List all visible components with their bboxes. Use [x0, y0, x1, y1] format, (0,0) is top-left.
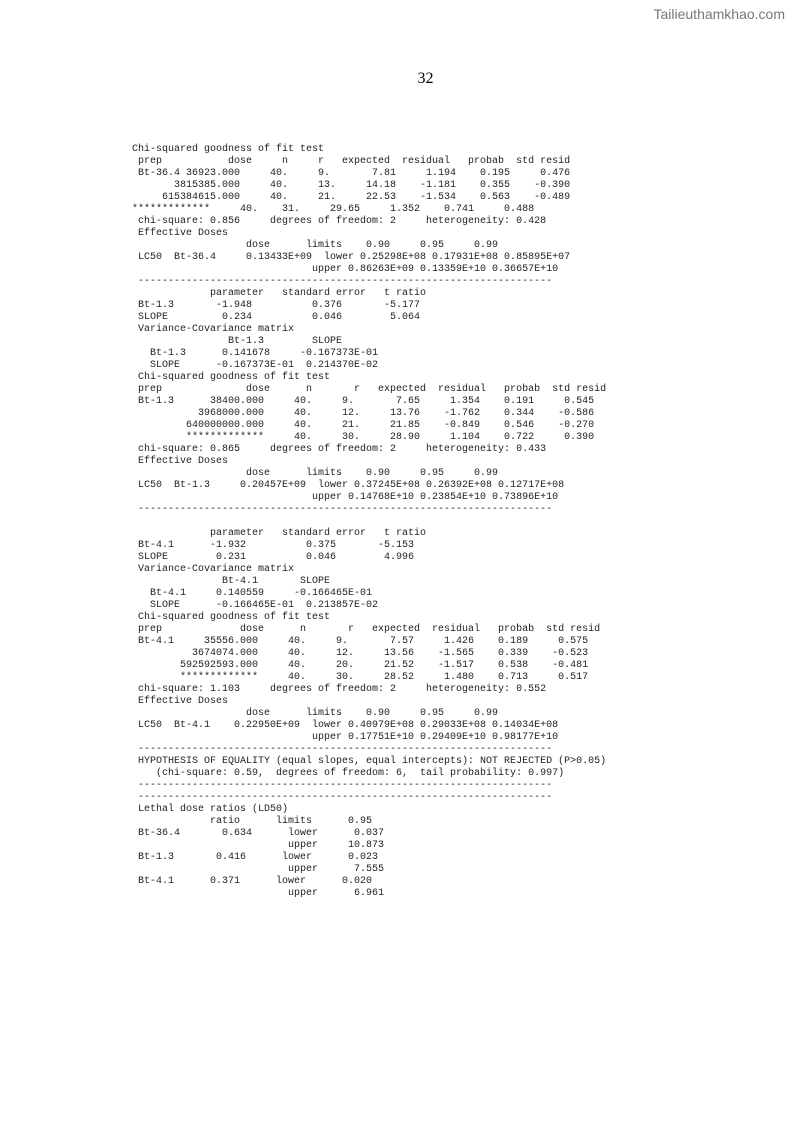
output-line: LC50 Bt-1.3 0.20457E+09 lower 0.37245E+08 0.26392E+08 0.12717E+08 [132, 480, 565, 491]
probit-output [132, 144, 652, 900]
output-line: Chi-squared goodness of fit test [132, 612, 331, 623]
output-line: 3815385.000 40. 13. 14.18 -1.181 0.355 -0.390 [132, 180, 571, 191]
output-line: dose limits 0.90 0.95 0.99 [132, 468, 499, 479]
output-line: LC50 Bt-4.1 0.22950E+09 lower 0.40979E+08 0.29033E+08 0.14034E+08 [132, 720, 559, 731]
output-line: Effective Doses [132, 696, 229, 707]
output-line: parameter standard error t ratio [132, 288, 427, 299]
output-line: ************* 40. 30. 28.90 1.104 0.722 0.390 [132, 432, 595, 443]
output-line: Bt-4.1 0.371 lower 0.020 [132, 876, 373, 887]
output-line: Variance-Covariance matrix [132, 564, 295, 575]
output-line: chi-square: 0.865 degrees of freedom: 2 heterogeneity: 0.433 [132, 444, 547, 455]
output-line: LC50 Bt-36.4 0.13433E+09 lower 0.25298E+08 0.17931E+08 0.85895E+07 [132, 252, 571, 263]
output-line: 3968000.000 40. 12. 13.76 -1.762 0.344 -0.586 [132, 408, 595, 419]
output-line: ratio limits 0.95 [132, 816, 373, 827]
output-line: --------------------------------------------------------------------- [132, 504, 553, 515]
output-line: Bt-1.3 -1.948 0.376 -5.177 [132, 300, 421, 311]
output-line: Bt-4.1 0.140559 -0.166465E-01 [132, 588, 373, 599]
output-line: prep dose n r expected residual probab std resid [132, 156, 571, 167]
watermark: Tailieuthamkhao.com [653, 6, 785, 22]
output-line [132, 516, 652, 528]
output-line: 592592593.000 40. 20. 21.52 -1.517 0.538 -0.481 [132, 660, 589, 671]
output-line: chi-square: 1.103 degrees of freedom: 2 heterogeneity: 0.552 [132, 684, 547, 695]
output-line: dose limits 0.90 0.95 0.99 [132, 708, 499, 719]
output-line: Bt-4.1 SLOPE [132, 576, 331, 587]
output-line: SLOPE 0.231 0.046 4.996 [132, 552, 415, 563]
output-line: parameter standard error t ratio [132, 528, 427, 539]
output-line: Lethal dose ratios (LD50) [132, 804, 289, 815]
output-line: Effective Doses [132, 228, 229, 239]
output-line: Bt-36.4 0.634 lower 0.037 [132, 828, 385, 839]
output-line: ************* 40. 31. 29.65 1.352 0.741 0.488 [132, 204, 535, 215]
output-line: Variance-Covariance matrix [132, 324, 295, 335]
output-line: upper 0.86263E+09 0.13359E+10 0.36657E+10 [132, 264, 559, 275]
output-line: Bt-1.3 0.141678 -0.167373E-01 [132, 348, 379, 359]
output-line: 640000000.000 40. 21. 21.85 -0.849 0.546 -0.270 [132, 420, 595, 431]
output-line: Bt-4.1 -1.932 0.375 -5.153 [132, 540, 415, 551]
output-line: --------------------------------------------------------------------- [132, 276, 553, 287]
page-number: 32 [417, 70, 434, 87]
output-line: --------------------------------------------------------------------- [132, 780, 553, 791]
output-line: --------------------------------------------------------------------- [132, 744, 553, 755]
output-line: prep dose n r expected residual probab std resid [132, 624, 601, 635]
output-line: Chi-squared goodness of fit test [132, 144, 325, 155]
output-line: upper 6.961 [132, 888, 385, 899]
output-line: upper 7.555 [132, 864, 385, 875]
output-line: dose limits 0.90 0.95 0.99 [132, 240, 499, 251]
output-line: SLOPE -0.166465E-01 0.213857E-02 [132, 600, 379, 611]
output-line: upper 0.17751E+10 0.29409E+10 0.98177E+10 [132, 732, 559, 743]
output-line: Bt-1.3 0.416 lower 0.023 [132, 852, 379, 863]
output-line: 3674074.000 40. 12. 13.56 -1.565 0.339 -0.523 [132, 648, 589, 659]
output-line: (chi-square: 0.59, degrees of freedom: 6, tail probability: 0.997) [132, 768, 565, 779]
output-line: Bt-36.4 36923.000 40. 9. 7.81 1.194 0.195 0.476 [132, 168, 571, 179]
output-line: Bt-4.1 35556.000 40. 9. 7.57 1.426 0.189 0.575 [132, 636, 589, 647]
output-line: Effective Doses [132, 456, 229, 467]
output-line: Bt-1.3 SLOPE [132, 336, 343, 347]
output-line: --------------------------------------------------------------------- [132, 792, 553, 803]
output-line: HYPOTHESIS OF EQUALITY (equal slopes, equal intercepts): NOT REJECTED (P>0.05) [132, 756, 607, 767]
output-line: chi-square: 0.856 degrees of freedom: 2 heterogeneity: 0.428 [132, 216, 547, 227]
output-line: prep dose n r expected residual probab std resid [132, 384, 607, 395]
output-line: 615384615.000 40. 21. 22.53 -1.534 0.563 -0.489 [132, 192, 571, 203]
output-line: upper 10.873 [132, 840, 385, 851]
output-line: upper 0.14768E+10 0.23854E+10 0.73896E+10 [132, 492, 559, 503]
output-line: ************* 40. 30. 28.52 1.480 0.713 0.517 [132, 672, 589, 683]
output-line: Bt-1.3 38400.000 40. 9. 7.65 1.354 0.191 0.545 [132, 396, 595, 407]
output-line: Chi-squared goodness of fit test [132, 372, 331, 383]
output-line: SLOPE -0.167373E-01 0.214370E-02 [132, 360, 379, 371]
output-line: SLOPE 0.234 0.046 5.064 [132, 312, 421, 323]
